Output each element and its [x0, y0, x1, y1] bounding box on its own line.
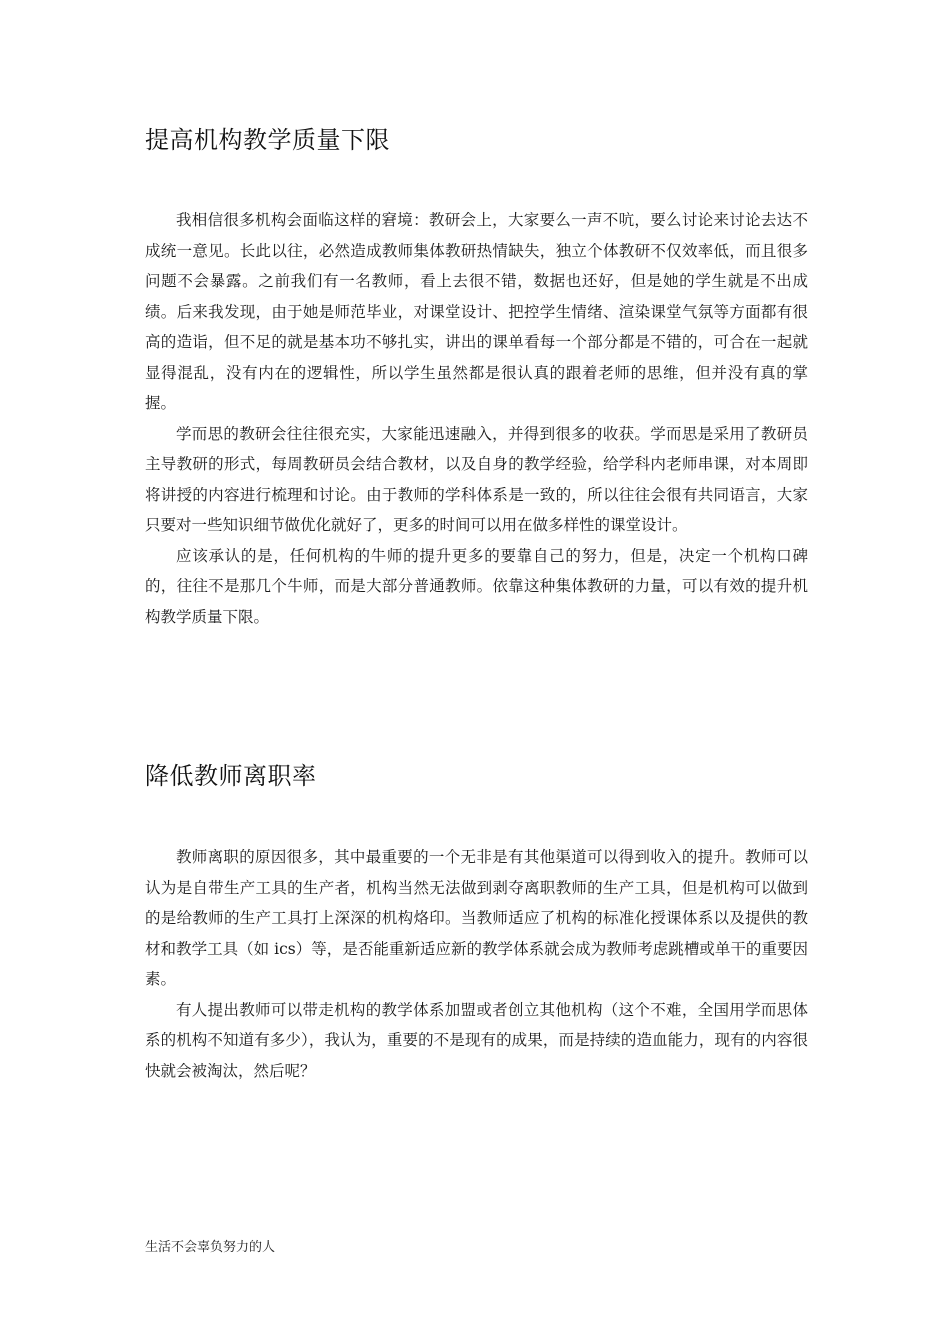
paragraph: 教师离职的原因很多，其中最重要的一个无非是有其他渠道可以得到收入的提升。教师可以认为是自带生产工具的生产者，机构当然无法做到剥夺离职教师的生产工具，但是机构可以做到的是给教师的生产工具打上深深的机构烙印。当教师适应了机构的标准化授课体系以及提供的教材和教学工具（如 ics）等，是否能重新适应新的教学体系就会成为教师考虑跳槽或单干的重要因素。 [145, 848, 808, 988]
paragraph: 我相信很多机构会面临这样的窘境：教研会上，大家要么一声不吭，要么讨论来讨论去达不成统一意见。长此以往，必然造成教师集体教研热情缺失，独立个体教研不仅效率低，而且很多问题不会暴露。之前我们有一名教师，看上去很不错，数据也还好，但是她的学生就是不出成绩。后来我发现，由于她是师范毕业，对课堂设计、把控学生情绪、渲染课堂气氛等方面都有很高的造诣，但不足的就是基本功不够扎实，讲出的课单看每一个部分都是不错的，可合在一起就显得混乱，没有内在的逻辑性，所以学生虽然都是很认真的跟着老师的思维，但并没有真的掌握。 [145, 211, 808, 412]
section-heading-quality: 提高机构教学质量下限 [145, 126, 390, 154]
paragraph: 学而思的教研会往往很充实，大家能迅速融入，并得到很多的收获。学而思是采用了教研员主导教研的形式，每周教研员会结合教材，以及自身的教学经验，给学科内老师串课，对本周即将讲授的内容进行梳理和讨论。由于教师的学科体系是一致的，所以往往会很有共同语言，大家只要对一些知识细节做优化就好了，更多的时间可以用在做多样性的课堂设计。 [145, 424, 808, 534]
section-body-turnover [145, 842, 808, 1086]
paragraph: 应该承认的是，任何机构的牛师的提升更多的要靠自己的努力，但是，决定一个机构口碑的，往往不是那几个牛师，而是大部分普通教师。依靠这种集体教研的力量，可以有效的提升机构教学质量下限。 [145, 546, 808, 626]
paragraph: 有人提出教师可以带走机构的教学体系加盟或者创立其他机构（这个不难，全国用学而思体系的机构不知道有多少），我认为，重要的不是现有的成果，而是持续的造血能力，现有的内容很快就会被淘汰，然后呢？ [145, 1000, 808, 1080]
section-heading-turnover: 降低教师离职率 [145, 762, 317, 790]
page-footer: 生活不会辜负努力的人 [145, 1240, 276, 1255]
section-body-quality [145, 205, 808, 632]
